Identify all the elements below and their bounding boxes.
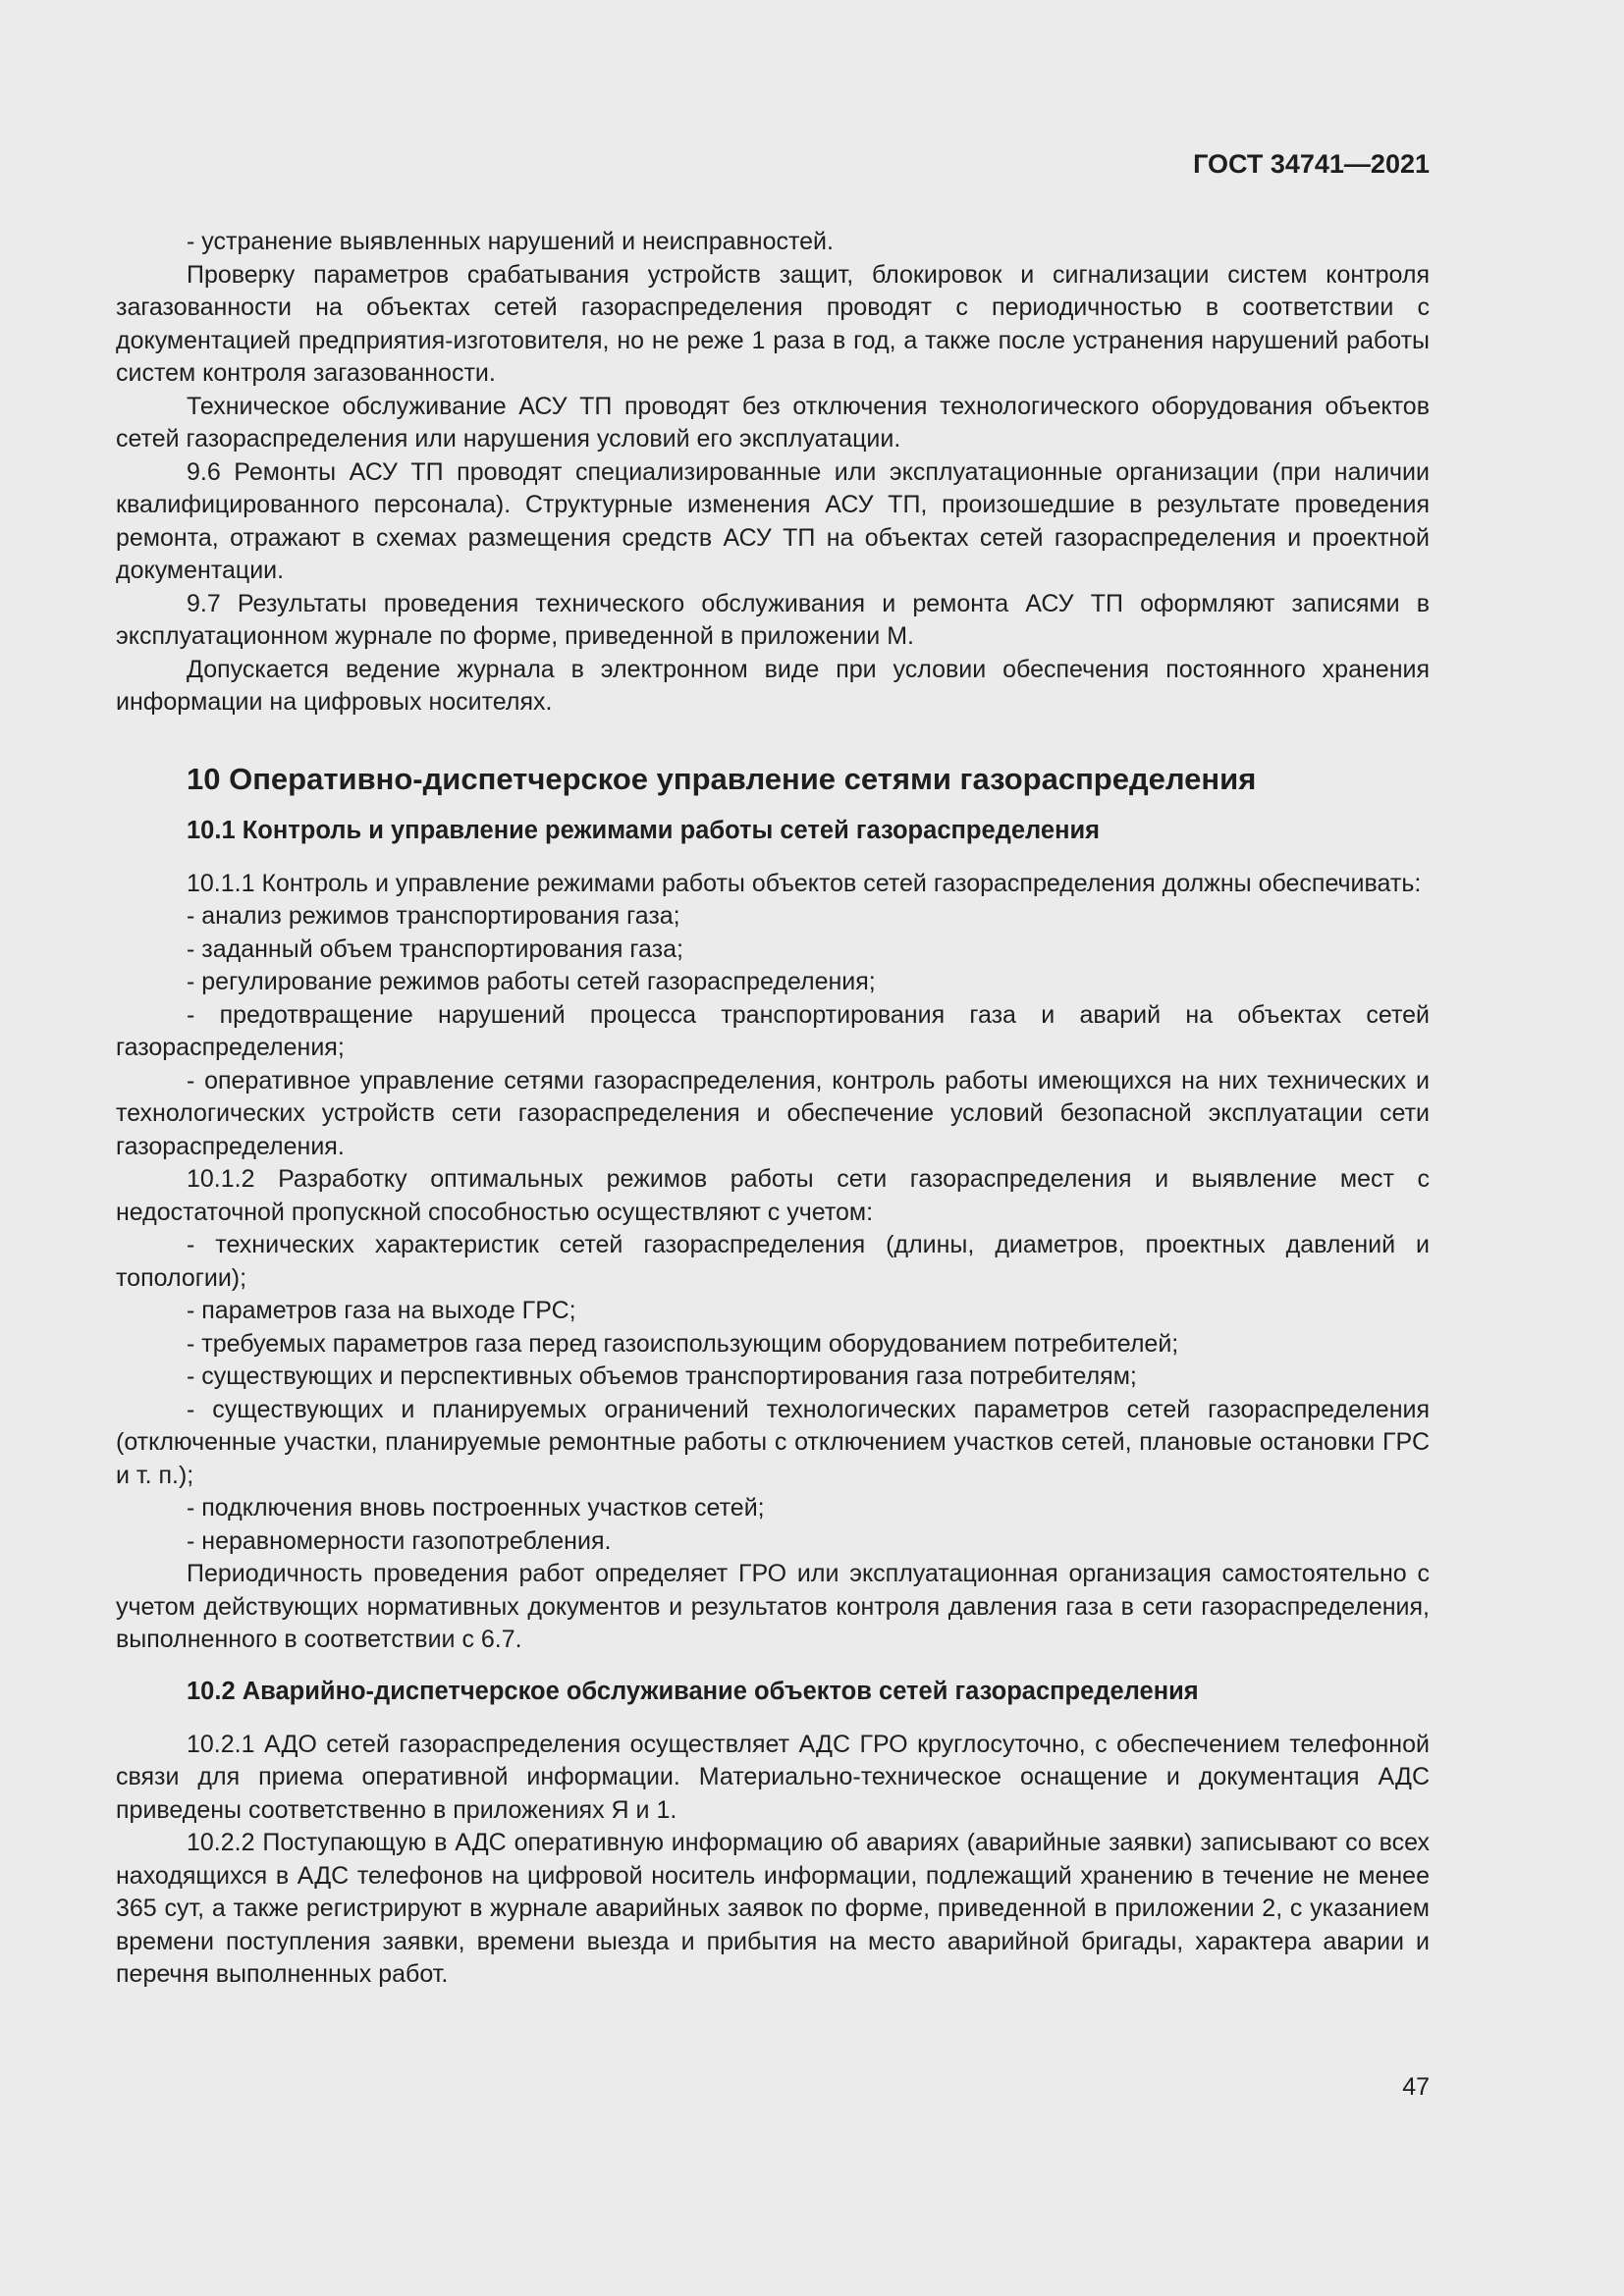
paragraph-periodicity: Периодичность проведения работ определяет ГРО или эксплуатационная организация самостоятельно с учетом действующих нормативных документов и результатов контроля давления газа в сети газораспределения, выполненного в соответствии с 6.7. (116, 1560, 1430, 1653)
document-header: ГОСТ 34741—2021 (1193, 149, 1430, 179)
paragraph-10-1-1: 10.1.1 Контроль и управление режимами работы объектов сетей газораспределения должны обеспечивать: (187, 869, 1422, 897)
subsection-10-1-title: 10.1 Контроль и управление режимами работы сетей газораспределения (187, 816, 1101, 844)
list-item: - заданный объем транспортирования газа; (187, 934, 683, 963)
list-item: - регулирование режимов работы сетей газораспределения; (187, 968, 876, 995)
list-item: - параметров газа на выходе ГРС; (187, 1297, 576, 1324)
document-body (116, 226, 1430, 1992)
paragraph-10-2-2: 10.2.2 Поступающую в АДС оперативную информацию об авариях (аварийные заявки) записывают со всех находящихся в АДС телефонов на цифровой носитель информации, подлежащий хранению в течение не менее 365 сут, а также регистрируют в журнале аварийных заявок по форме, приведенной в приложении 2, с указанием времени поступления заявки, времени выезда и прибытия на место аварийной бригады, характера аварии и перечня выполненных работ. (116, 1829, 1430, 1988)
list-item: - требуемых параметров газа перед газоиспользующим оборудованием потребителей; (187, 1329, 1179, 1358)
subsection-10-2-title: 10.2 Аварийно-диспетчерское обслуживание объектов сетей газораспределения (187, 1677, 1199, 1705)
list-item: - анализ режимов транспортирования газа; (187, 902, 680, 930)
paragraph-10-1-2: 10.1.2 Разработку оптимальных режимов работы сети газораспределения и выявление мест с недостаточной пропускной способностью осуществляют с учетом: (116, 1165, 1430, 1226)
list-item: - существующих и перспективных объемов транспортирования газа потребителям; (187, 1362, 1137, 1390)
section-10-title: 10 Оперативно-диспетчерское управление сетями газораспределения (187, 761, 1257, 796)
paragraph-journal: Допускается ведение журнала в электронном виде при условии обеспечения постоянного хранения информации на цифровых носителях. (116, 655, 1430, 716)
list-item: - предотвращение нарушений процесса транспортирования газа и аварий на объектах сетей газораспределения; (116, 1000, 1430, 1061)
list-item: - существующих и планируемых ограничений технологических параметров сетей газораспределения (отключенные участки, планируемые ремонтные работы с отключением участков сетей, плановые остановки ГРС и т. п.); (116, 1395, 1430, 1489)
page-number: 47 (1402, 2073, 1430, 2101)
paragraph-9-6: 9.6 Ремонты АСУ ТП проводят специализированные или эксплуатационные организации (при наличии квалифицированного персонала). Структурные изменения АСУ ТП, произошедшие в результате проведения ремонта, отражают в схемах размещения средств АСУ ТП на объектах сетей газораспределения и проектной документации. (116, 457, 1430, 584)
list-item: - подключения вновь построенных участков сетей; (187, 1494, 765, 1522)
list-item: - технических характеристик сетей газораспределения (длины, диаметров, проектных давлений и топологии); (116, 1231, 1430, 1292)
paragraph-9-7: 9.7 Результаты проведения технического обслуживания и ремонта АСУ ТП оформляют записями в эксплуатационном журнале по форме, приведенной в приложении М. (116, 589, 1430, 650)
paragraph-check: Проверку параметров срабатывания устройств защит, блокировок и сигнализации систем контроля загазованности на объектах сетей газораспределения проводят с периодичностью в соответствии с документацией предприятия-изготовителя, но не реже 1 раза в год, а также после устранения нарушений работы систем контроля загазованности. (116, 260, 1430, 387)
list-item: - неравномерности газопотребления. (187, 1526, 612, 1555)
list-item: - устранение выявленных нарушений и неисправностей. (187, 228, 834, 255)
list-item: - оперативное управление сетями газораспределения, контроль работы имеющихся на них технических и технологических устройств сети газораспределения и обеспечение условий безопасной эксплуатации сети газораспределения. (116, 1066, 1430, 1160)
paragraph-maintenance: Техническое обслуживание АСУ ТП проводят без отключения технологического оборудования объектов сетей газораспределения или нарушения условий его эксплуатации. (116, 392, 1430, 453)
paragraph-10-2-1: 10.2.1 АДО сетей газораспределения осуществляет АДС ГРО круглосуточно, с обеспечением телефонной связи для приема оперативной информации. Материально-техническое оснащение и документация АДС приведены соответственно в приложениях Я и 1. (116, 1730, 1430, 1824)
